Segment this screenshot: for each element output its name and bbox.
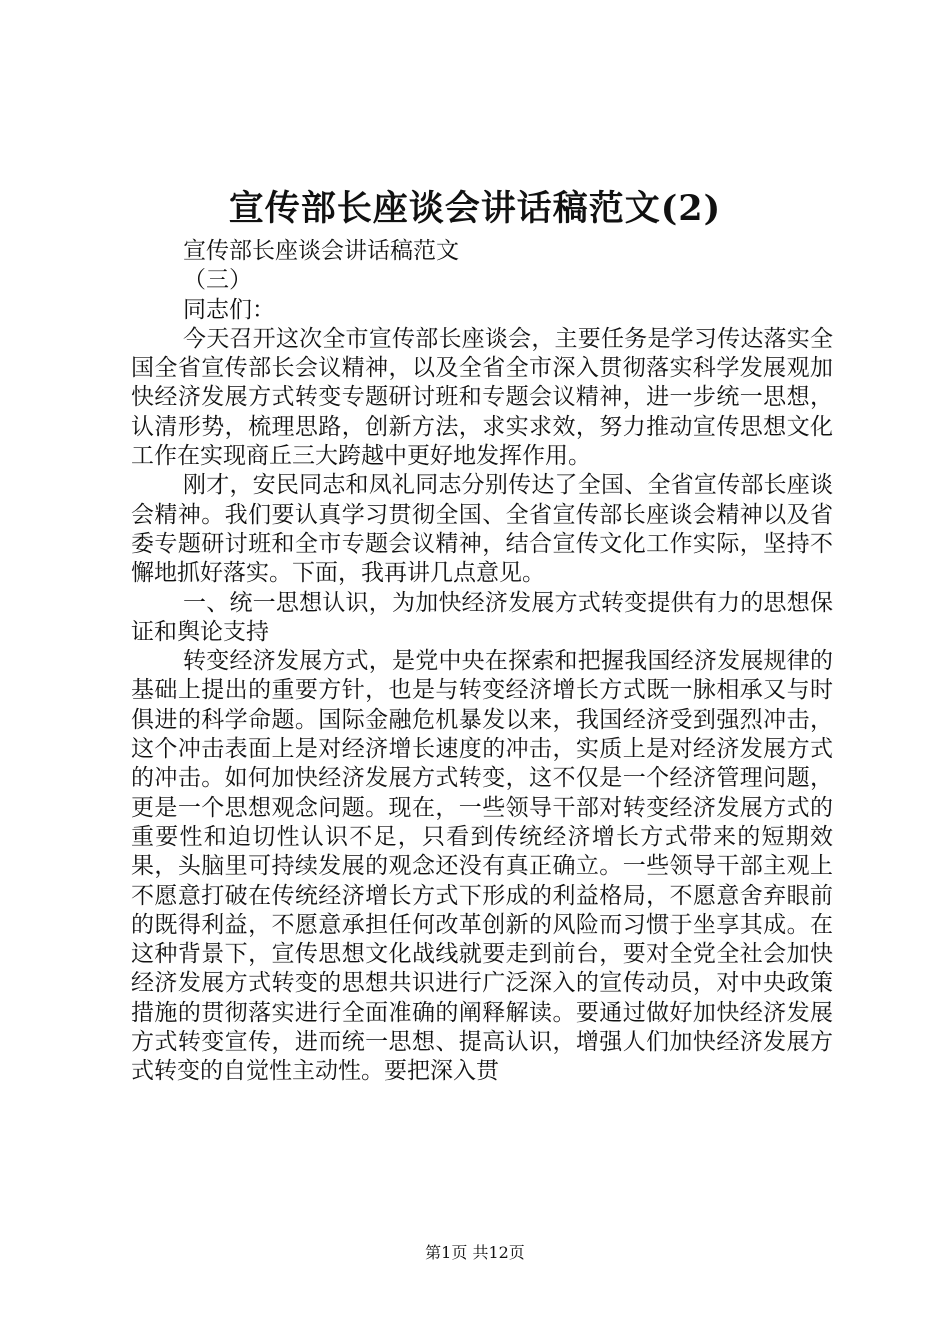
paragraph: 今天召开这次全市宣传部长座谈会，主要任务是学习传达落实全国全省宣传部长会议精神，以及全省全市深入贯彻落实科学发展观加快经济发展方式转变专题研讨班和专题会议精神，进一步统一思想，认清形势，梳理思路，创新方法，求实求效，努力推动宣传思想文化工作在实现商丘三大跨越中更好地发挥作用。 <box>131 325 833 470</box>
paragraph-salutation: 同志们： <box>183 296 275 323</box>
page-number-footer: 第1页 共12页 <box>425 1243 525 1262</box>
paragraph: 转变经济发展方式，是党中央在探索和把握我国经济发展规律的基础上提出的重要方针，也是与转变经济增长方式既一脉相承又与时俱进的科学命题。国际金融危机暴发以来，我国经济受到强烈冲击，这个冲击表面上是对经济增长速度的冲击，实质上是对经济发展方式的冲击。如何加快经济发展方式转变，这不仅是一个经济管理问题，更是一个思想观念问题。现在，一些领导干部对转变经济发展方式的重要性和迫切性认识不足，只看到传统经济增长方式带来的短期效果，头脑里可持续发展的观念还没有真正确立。一些领导干部主观上不愿意打破在传统经济增长方式下形成的利益格局，不愿意舍弃眼前的既得利益，不愿意承担任何改革创新的风险而习惯于坐享其成。在这种背景下，宣传思想文化战线就要走到前台，要对全党全社会加快经济发展方式转变的思想共识进行广泛深入的宣传动员，对中央政策措施的贯彻落实进行全面准确的阐释解读。要通过做好加快经济发展方式转变宣传，进而统一思想、提高认识，增强人们加快经济发展方式转变的自觉性主动性。要把深入贯 <box>131 648 833 1085</box>
section-heading: 一、统一思想认识，为加快经济发展方式转变提供有力的思想保证和舆论支持 <box>131 589 833 645</box>
paragraph: 刚才，安民同志和凤礼同志分别传达了全国、全省宣传部长座谈会精神。我们要认真学习贯彻全国、全省宣传部长座谈会精神以及省委专题研讨班和全市专题会议精神，结合宣传文化工作实际，坚持不懈地抓好落实。下面，我再讲几点意见。 <box>131 472 833 587</box>
document-title: 宣传部长座谈会讲话稿范文(2) <box>228 188 722 229</box>
document-body <box>131 237 833 1087</box>
paragraph-subtitle: 宣传部长座谈会讲话稿范文 <box>183 238 459 264</box>
paragraph-part-number: （三） <box>183 267 252 294</box>
